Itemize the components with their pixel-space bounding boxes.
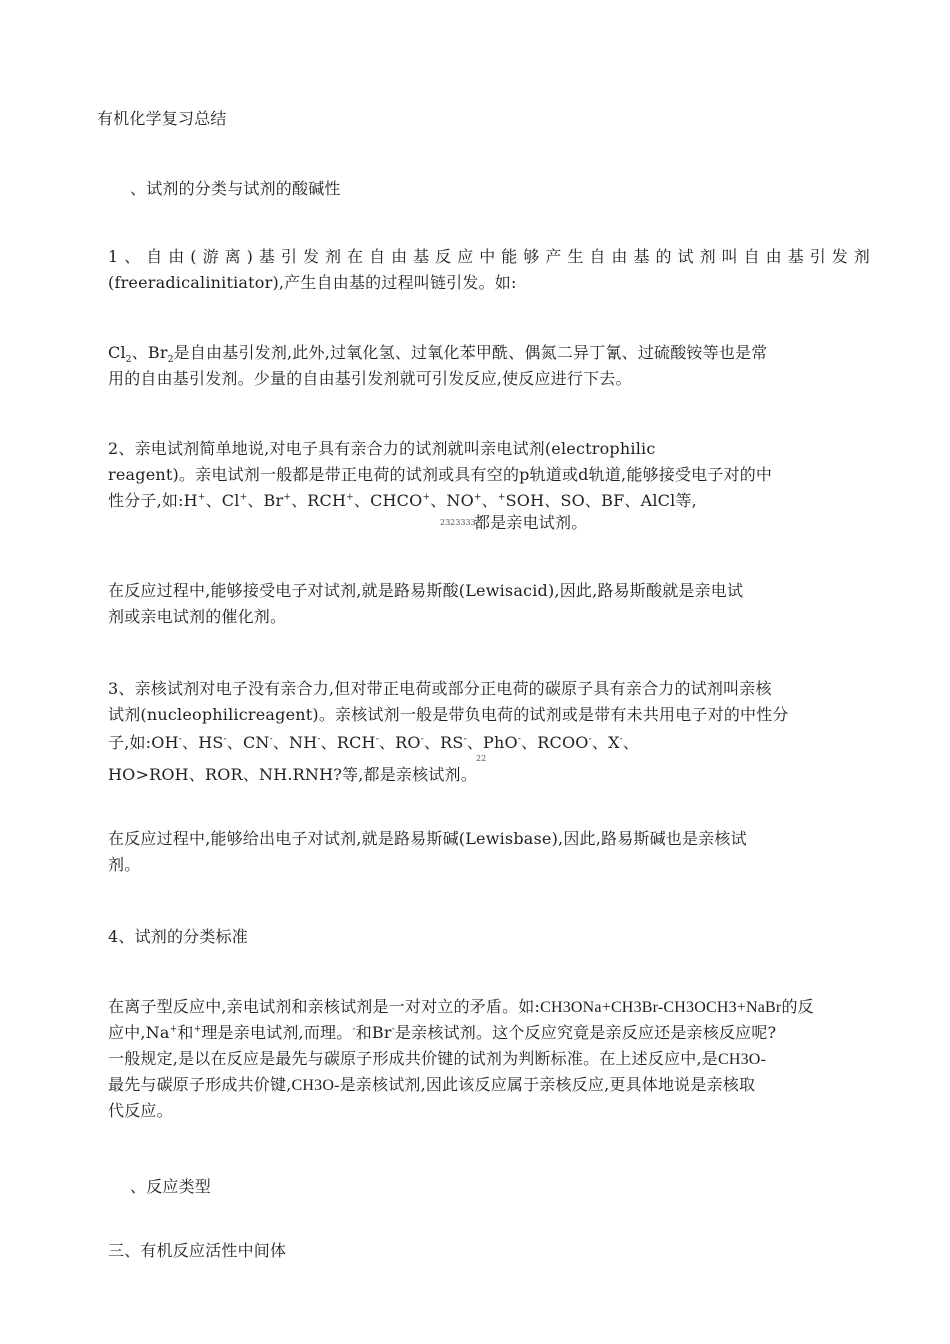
paragraph-8-line-5: 代反应。: [108, 1101, 173, 1120]
paragraph-4-line-2: 剂或亲电试剂的催化剂。: [108, 607, 287, 626]
paragraph-8-line-2: 应中,Na+和+理是亲电试剂,而理。-和Br-是亲核试剂。这个反应究竟是亲反应还是亲核反应呢?: [108, 1023, 777, 1042]
paragraph-8-line-1: 在离子型反应中,亲电试剂和亲核试剂是一对对立的矛盾。如:CH3ONa+CH3Br-CH3OCH3+NaBr的反: [108, 997, 814, 1016]
paragraph-8-line-3: 一般规定,是以在反应是最先与碳原子形成共价键的试剂为判断标准。在上述反应中,是CH3O-: [108, 1049, 767, 1068]
paragraph-5-line-4: HO>ROH、ROR、NH.RNH?等,都是亲核试剂。: [108, 765, 477, 784]
section-heading-1: 、试剂的分类与试剂的酸碱性: [130, 179, 341, 198]
paragraph-8-line-4: 最先与碳原子形成共价键,CH3O-是亲核试剂,因此该反应属于亲核反应,更具体地说是亲核取: [108, 1075, 756, 1094]
paragraph-6-line-2: 剂。: [108, 855, 141, 874]
paragraph-2-line-2: 用的自由基引发剂。少量的自由基引发剂就可引发反应,使反应进行下去。: [108, 369, 632, 388]
paragraph-5-line-2: 试剂(nucleophilicreagent)。亲核试剂一般是带负电荷的试剂或是带有未共用电子对的中性分: [108, 705, 789, 724]
paragraph-7-line-1: 4、试剂的分类标准: [108, 927, 248, 946]
section-heading-2: 、反应类型: [130, 1177, 212, 1196]
paragraph-6-line-1: 在反应过程中,能够给出电子对试剂,就是路易斯碱(Lewisbase),因此,路易斯碱也是亲核试: [108, 829, 747, 848]
paragraph-2-line-1: $Cl_2$、$Br_2$是自由基引发剂,此外,过氧化氢、过氧化苯甲酰、偶氮二异丁氰、过硫酸铵等也是常: [108, 343, 768, 366]
paragraph-3-subscript-digits: 2323333: [440, 518, 476, 527]
section-heading-3: 三、有机反应活性中间体: [108, 1241, 287, 1260]
paragraph-3-line-2: reagent)。亲电试剂一般都是带正电荷的试剂或具有空的p轨道或d轨道,能够接受电子对的中: [108, 465, 773, 484]
paragraph-4-line-1: 在反应过程中,能够接受电子对试剂,就是路易斯酸(Lewisacid),因此,路易斯酸就是亲电试: [108, 581, 744, 600]
paragraph-3-line-1: 2、亲电试剂简单地说,对电子具有亲合力的试剂就叫亲电试剂(electrophilic: [108, 439, 656, 458]
paragraph-1-line-1: 1、自由(游离)基引发剂在自由基反应中能够产生自由基的试剂叫自由基引发剂: [108, 247, 870, 266]
paragraph-5-line-1: 3、亲核试剂对电子没有亲合力,但对带正电荷或部分正电荷的碳原子具有亲合力的试剂叫亲核: [108, 679, 772, 698]
paragraph-1-line-2: (freeradicalinitiator),产生自由基的过程叫链引发。如:: [108, 273, 517, 292]
paragraph-3-line-4: 都是亲电试剂。: [474, 513, 588, 532]
paragraph-5-subscript-digits: 22: [476, 754, 487, 763]
paragraph-3-line-3: 性分子,如:H+、Cl+、Br+、RCH+、CHCO+、NO+、+SOH、SO、BF、AlCl等,: [108, 491, 697, 510]
document-title: 有机化学复习总结: [97, 109, 227, 128]
paragraph-5-line-3: 子,如:OH-、HS-、CN-、NH-、RCH-、RO-、RS-、PhO-、RCOO-、X-、: [108, 733, 640, 752]
